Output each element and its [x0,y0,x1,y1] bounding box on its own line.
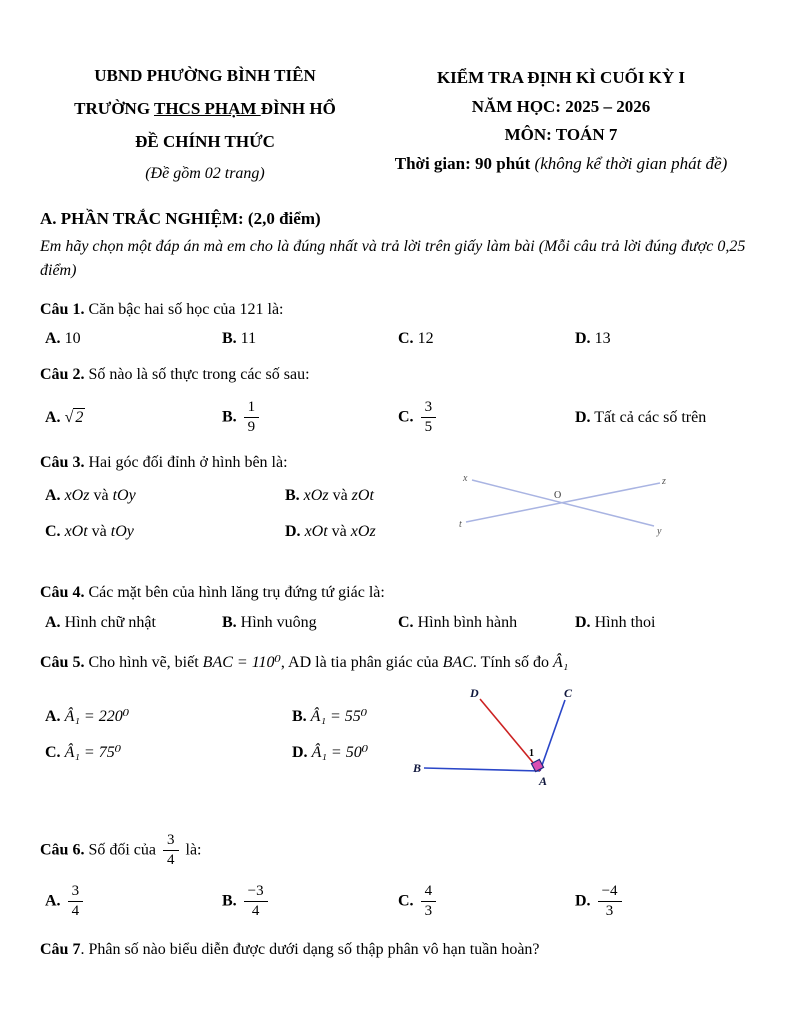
org-name: UBND PHƯỜNG BÌNH TIÊN [94,66,316,85]
option-label: D. [575,613,591,631]
question-text: Các mặt bên của hình lăng trụ đứng tứ giác là: [88,584,385,602]
option-label: B. [222,408,237,426]
question-2-options [45,399,752,437]
label-y: y [657,526,662,538]
option-label: A. [45,330,61,348]
option-a [45,330,222,348]
option-d [575,330,752,348]
option-label: C. [45,522,61,540]
option-label: C. [45,744,61,762]
question-2 [40,364,752,436]
option-text: Hình chữ nhật [64,613,156,631]
fraction: $\frac{-4}{3}$ [598,883,622,921]
exam-title: KIỂM TRA ĐỊNH KÌ CUỐI KỲ I [436,68,686,87]
question-6 [40,832,752,921]
question-text: . Phân số nào biểu diễn được dưới dạng số thập phân vô hạn tuần hoàn? [80,940,540,958]
question-label: Câu 4. [40,584,85,602]
question-text: Hai góc đối đỉnh ở hình bên là: [88,454,288,472]
option-label: C. [398,408,414,426]
question-math-3: Â₁ [553,653,569,671]
option-label: B. [222,613,237,631]
question-text: Căn bậc hai số học của 121 là: [88,301,284,318]
pages-note: (Đề gồm 02 trang) [145,165,265,182]
option-c [398,330,575,348]
question-text-3: . Tính số đo [472,653,554,671]
option-b [222,614,398,632]
ray-ac [540,700,565,771]
option-a [45,614,222,632]
angle-label-1: 1 [529,747,534,759]
question-math-1: BAC = 110⁰ [202,653,281,671]
option-text: 13 [594,330,611,348]
question-4 [40,582,752,631]
option-label: A. [45,892,61,910]
question-1 [40,299,752,348]
angle-square-mark [531,759,543,771]
school-year: NĂM HỌC: 2025 – 2026 [471,96,651,116]
question-3-options [45,487,495,541]
option-text: Â₁ = 55⁰ [310,708,368,726]
option-label: B. [222,330,237,348]
option-text: Hình vuông [240,613,317,631]
header-left [40,66,370,183]
option-a [45,706,292,726]
school-name-underlined: THCS PHẠM [153,99,261,118]
option-c [398,883,575,921]
option-label: A. [45,486,61,504]
fraction: $\frac{3}{4}$ [163,832,179,870]
question-text: Số nào là số thực trong các số sau: [88,366,310,384]
option-text: Hình thoi [594,613,656,631]
sqrt-expression: √ 2 [64,408,84,426]
question-5 [40,652,752,802]
question-label: Câu 2. [40,366,85,384]
option-label: A. [45,408,61,426]
option-d [575,883,752,921]
option-a [45,409,222,427]
school-name [40,99,370,119]
radicand: 2 [75,408,84,426]
option-d [575,409,752,427]
label-z: z [662,476,666,488]
section-a-title: A. PHẦN TRẮC NGHIỆM: (2,0 điểm) [40,209,321,228]
option-text: Â₁ = 220⁰ [64,708,130,726]
option-label: D. [292,744,308,762]
question-text-2: , AD là tia phân giác của [280,653,443,671]
option-label: A. [45,613,61,631]
option-label: D. [575,892,591,910]
option-c: C. xOt và tOy [45,522,134,540]
ray-ab [424,768,540,771]
option-c [398,614,575,632]
duration-note: (không kể thời gian phát đề) [530,153,728,173]
fraction: $\frac{3}{5}$ [421,399,437,437]
option-label: B. [292,708,307,726]
question-label: Câu 1. [40,301,85,318]
figure-angle-bisector [412,688,590,788]
ray-ad [480,699,540,771]
option-label: B. [285,486,300,504]
question-label: Câu 5. [40,653,85,671]
fraction: $\frac{1}{9}$ [244,399,260,437]
label-b: B [413,760,422,775]
option-label: B. [222,892,237,910]
label-d: D [470,687,479,700]
option-text: Tất cả các số trên [594,408,707,426]
school-name-pre: TRƯỜNG [74,99,154,118]
label-o: O [554,490,562,502]
question-4-options [45,614,752,632]
duration-bold: Thời gian: 90 phút [394,153,531,173]
header [40,66,752,183]
label-a: A [539,773,548,788]
question-6-options [45,883,752,921]
option-label: D. [575,408,591,426]
subject: MÔN: TOÁN 7 [504,125,618,145]
question-1-options [45,330,752,348]
figure-intersecting-lines [458,472,673,540]
option-label: D. [285,522,301,540]
option-a: A. xOz và tOy [45,486,136,504]
label-t: t [459,519,462,531]
header-right [370,66,752,183]
fraction: $\frac{-3}{4}$ [244,883,268,921]
school-name-post: ĐÌNH HỔ [260,99,336,118]
question-3 [40,452,752,556]
option-c [398,399,575,437]
question-label: Câu 3. [40,454,85,472]
option-a [45,883,222,921]
question-7 [40,939,752,961]
question-text-1: Số đối của [88,841,156,859]
option-text: 12 [417,330,434,348]
duration [370,152,752,177]
option-label: C. [398,613,414,631]
question-math-2: BAC [442,653,473,671]
option-b [222,883,398,921]
option-label: D. [575,330,591,348]
option-label: A. [45,708,61,726]
option-d: D. xOt và xOz [285,522,376,540]
option-label: C. [398,892,414,910]
line-t-z [466,483,660,522]
option-label: C. [398,330,414,348]
fraction: $\frac{4}{3}$ [421,883,437,921]
option-b [222,330,398,348]
fraction: $\frac{3}{4}$ [68,883,84,921]
option-d [575,614,752,632]
label-c: C [564,687,573,700]
option-text: Â₁ = 50⁰ [311,744,369,762]
option-text: Â₁ = 75⁰ [64,744,122,762]
option-text: Hình bình hành [417,613,518,631]
question-text-2: là: [185,841,202,859]
option-text: 11 [240,330,257,348]
question-text-1: Cho hình vẽ, biết [88,653,203,671]
label-x: x [463,473,468,485]
option-c [45,742,292,762]
official-exam-label: ĐỀ CHÍNH THỨC [135,132,275,151]
option-b [222,399,398,437]
option-b: B. xOz và zOt [285,486,374,504]
section-a-instructions: Em hãy chọn một đáp án mà em cho là đúng nhất và trả lời trên giấy làm bài (Mỗi câu trả lời đúng được 0,25 điểm) [40,238,746,279]
question-label: Câu 7 [40,940,81,958]
option-text: 10 [64,330,81,348]
question-label: Câu 6. [40,841,85,859]
